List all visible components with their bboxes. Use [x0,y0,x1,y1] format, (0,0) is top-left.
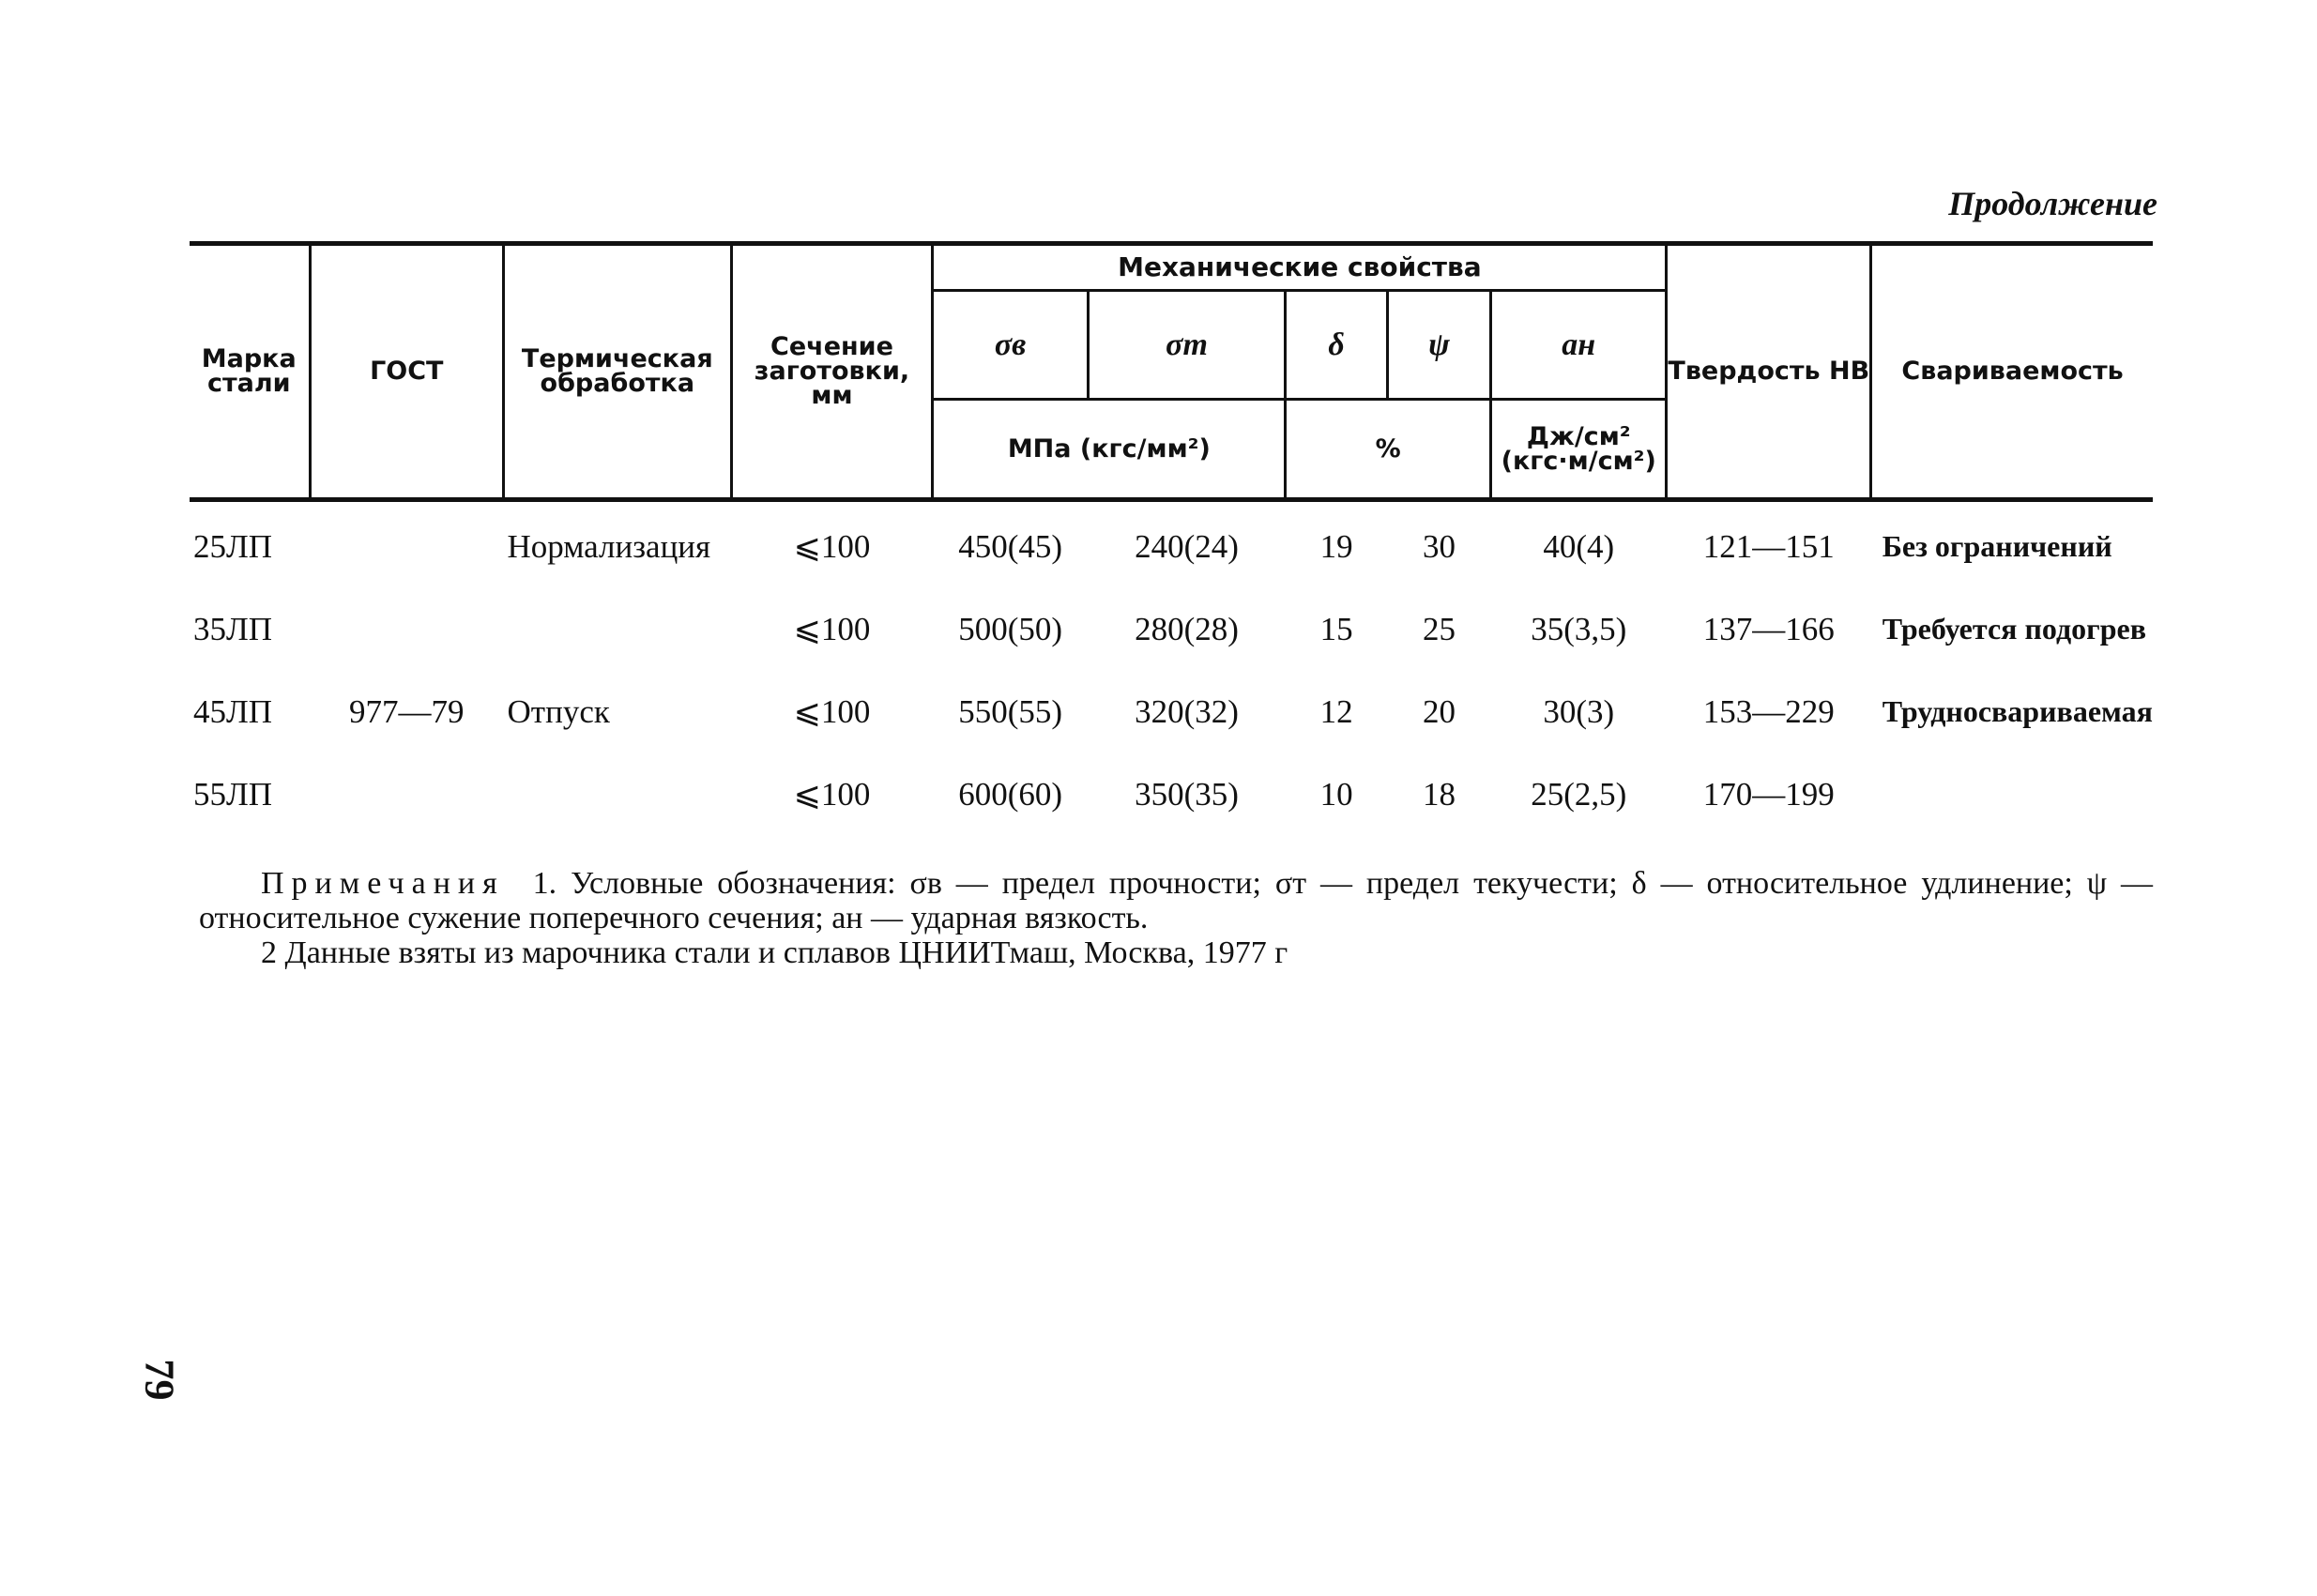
cell-weldability: Трудносвариваемая [1882,694,2153,728]
cell-treatment [504,759,732,842]
cell-delta: 19 [1319,528,1353,565]
cell-sigma-b: 500(50) [958,611,1062,647]
cell-psi: 18 [1422,776,1456,813]
cell-gost [310,759,504,842]
header-weldability: Свариваемость [1871,244,2153,500]
table-header [190,244,2153,500]
cell-treatment: Нормализация [507,528,711,565]
cell-gost [310,594,504,676]
note-1-text: 1. Условные обозначения: σв — предел прочности; σт — предел текучести; δ — относительное удлинение; ψ — относительное сужение поперечного сечения; ан — ударная вязкость. [199,866,2154,935]
cell-sigma-t: 320(32) [1135,693,1239,730]
table-body [190,500,2153,843]
cell-sigma-t: 350(35) [1135,776,1239,813]
header-section: Сечение заготовки, мм [731,244,933,500]
header-steel-grade: Марка стали [190,244,310,500]
notes-label: Примечания [261,866,505,901]
cell-delta: 10 [1319,776,1353,813]
header-sigma-t: σт [1088,291,1285,400]
cell-a-n: 40(4) [1543,528,1615,565]
header-unit-energy: Дж/см² (кгс·м/см²) [1491,400,1667,500]
header-sigma-b: σв [933,291,1088,400]
cell-sigma-b: 550(55) [958,693,1062,730]
cell-weldability [1871,759,2153,842]
cell-grade: 35ЛП [193,611,273,647]
cell-weldability: Без ограничений [1882,529,2112,563]
cell-sigma-t: 280(28) [1135,611,1239,647]
cell-hardness: 170—199 [1702,776,1835,813]
cell-sigma-t: 240(24) [1135,528,1239,565]
steel-properties-table [190,241,2153,842]
cell-treatment [504,594,732,676]
header-hardness: Твердость НВ [1667,244,1871,500]
cell-sigma-b: 600(60) [958,776,1062,813]
note-1 [199,866,2153,935]
cell-hardness: 153—229 [1702,693,1835,730]
cell-psi: 25 [1422,611,1456,647]
header-psi: ψ [1387,291,1490,400]
cell-psi: 20 [1422,693,1456,730]
cell-section: ⩽100 [793,776,871,813]
header-heat-treatment: Термическая обработка [504,244,732,500]
cell-a-n: 35(3,5) [1531,611,1627,647]
cell-grade: 45ЛП [193,693,273,730]
table-row [190,594,2153,676]
cell-section: ⩽100 [793,611,871,647]
cell-section: ⩽100 [793,528,871,565]
header-gost: ГОСТ [310,244,504,500]
cell-weldability: Требуется подогрев [1882,612,2146,646]
cell-delta: 15 [1319,611,1353,647]
cell-section: ⩽100 [793,693,871,730]
header-a-n: ан [1491,291,1667,400]
cell-hardness: 137—166 [1702,611,1835,647]
cell-hardness: 121—151 [1702,528,1835,565]
header-mechanical-properties: Механические свойства [933,244,1667,291]
cell-gost: 977—79 [349,693,465,730]
cell-treatment: Отпуск [507,693,610,730]
cell-a-n: 30(3) [1543,693,1615,730]
cell-sigma-b: 450(45) [958,528,1062,565]
header-unit-mpa: МПа (кгс/мм²) [933,400,1286,500]
continuation-label: Продолжение [1948,185,2157,222]
header-unit-percent: % [1286,400,1491,500]
table-row [190,676,2153,759]
note-2: 2 Данные взяты из марочника стали и сплавов ЦНИИТмаш, Москва, 1977 г [261,935,1288,970]
cell-grade: 25ЛП [193,528,273,565]
table-row [190,759,2153,842]
cell-psi: 30 [1422,528,1456,565]
notes-section [199,866,2153,970]
cell-a-n: 25(2,5) [1531,776,1627,813]
header-delta: δ [1286,291,1388,400]
table-row [190,500,2153,595]
cell-delta: 12 [1319,693,1353,730]
page-number: 79 [136,1359,183,1401]
cell-grade: 55ЛП [193,776,273,813]
cell-gost [310,500,504,595]
